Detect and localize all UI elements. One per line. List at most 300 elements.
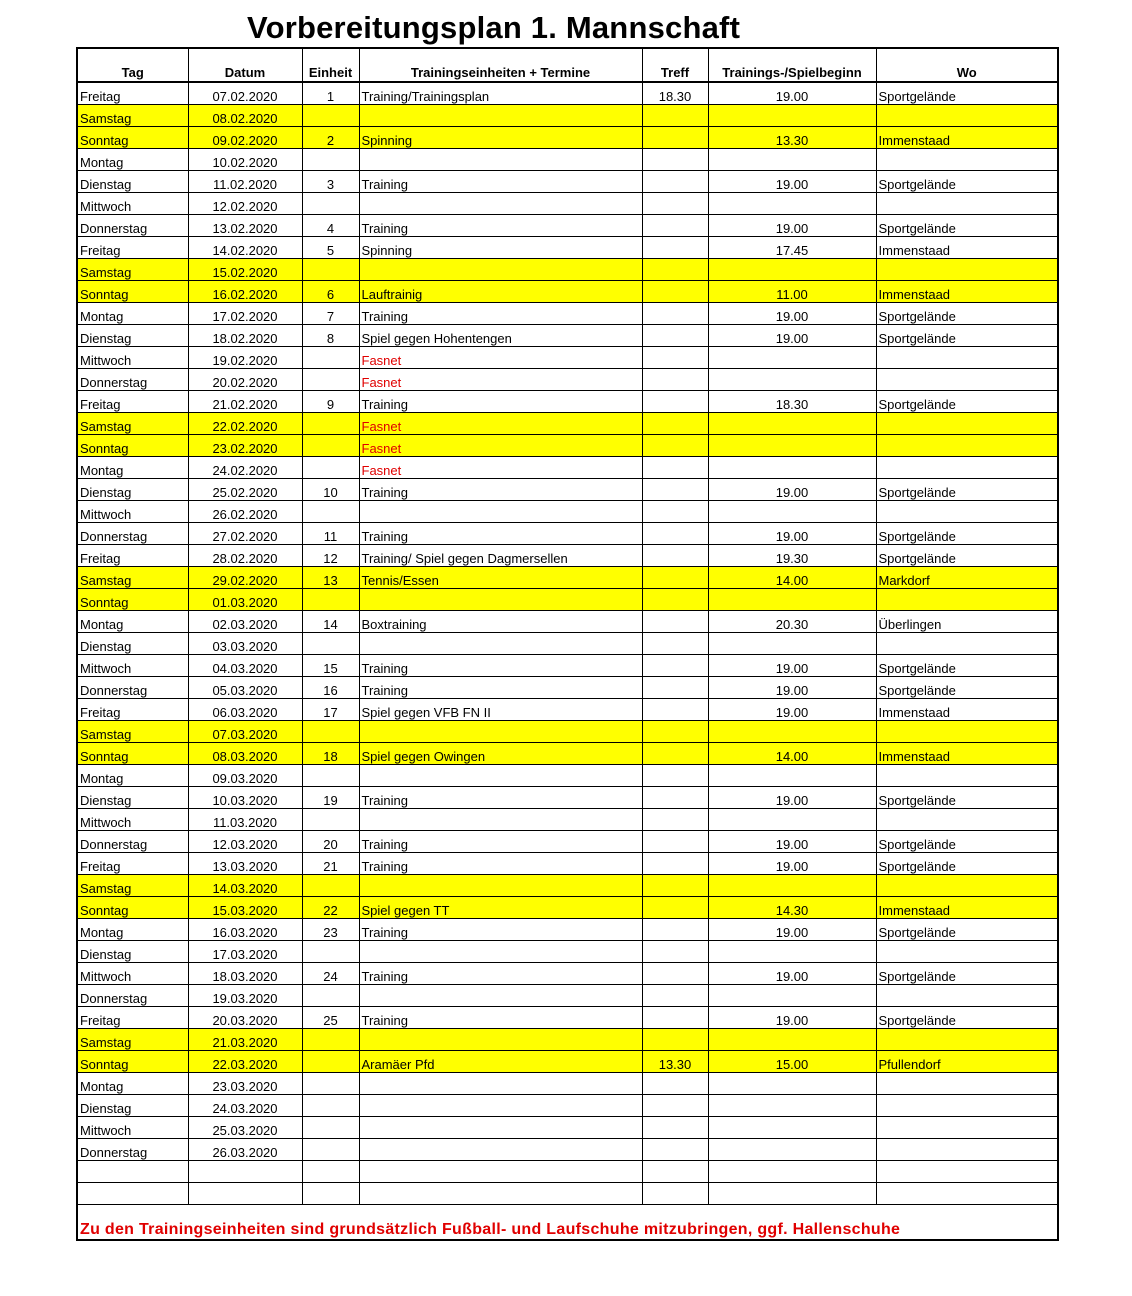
cell-treff: [642, 501, 708, 523]
cell-beginn: [708, 149, 876, 171]
cell-termin: Training: [359, 919, 642, 941]
cell-beginn: [708, 809, 876, 831]
cell-beginn: [708, 1117, 876, 1139]
blank-cell: [77, 1183, 188, 1205]
cell-termin: Spinning: [359, 237, 642, 259]
cell-tag: Montag: [77, 919, 188, 941]
cell-termin: [359, 259, 642, 281]
cell-tag: Donnerstag: [77, 985, 188, 1007]
cell-wo: Sportgelände: [876, 325, 1058, 347]
table-row: [77, 655, 1058, 677]
cell-datum: 09.02.2020: [188, 127, 302, 149]
cell-einheit: [302, 941, 359, 963]
cell-wo: Sportgelände: [876, 677, 1058, 699]
cell-beginn: 19.00: [708, 171, 876, 193]
cell-beginn: 19.00: [708, 677, 876, 699]
cell-wo: [876, 765, 1058, 787]
cell-tag: Samstag: [77, 259, 188, 281]
cell-einheit: [302, 413, 359, 435]
cell-wo: Sportgelände: [876, 919, 1058, 941]
cell-tag: Mittwoch: [77, 1117, 188, 1139]
table-row: [77, 831, 1058, 853]
cell-wo: Immenstaad: [876, 897, 1058, 919]
cell-datum: 08.03.2020: [188, 743, 302, 765]
cell-termin: Spinning: [359, 127, 642, 149]
cell-wo: [876, 1117, 1058, 1139]
cell-beginn: 14.00: [708, 567, 876, 589]
cell-einheit: 13: [302, 567, 359, 589]
cell-wo: [876, 633, 1058, 655]
column-header-beginn: Trainings-/Spielbeginn: [708, 48, 876, 82]
cell-beginn: [708, 1029, 876, 1051]
cell-datum: 15.02.2020: [188, 259, 302, 281]
cell-treff: [642, 787, 708, 809]
table-row: [77, 105, 1058, 127]
cell-wo: Sportgelände: [876, 787, 1058, 809]
table-row: [77, 809, 1058, 831]
cell-treff: [642, 985, 708, 1007]
cell-treff: [642, 1029, 708, 1051]
cell-wo: [876, 1095, 1058, 1117]
cell-treff: [642, 303, 708, 325]
cell-beginn: 19.00: [708, 325, 876, 347]
cell-wo: Sportgelände: [876, 853, 1058, 875]
column-header-datum: Datum: [188, 48, 302, 82]
cell-tag: Freitag: [77, 699, 188, 721]
cell-treff: [642, 677, 708, 699]
cell-einheit: 17: [302, 699, 359, 721]
table-row: [77, 1117, 1058, 1139]
cell-tag: Dienstag: [77, 787, 188, 809]
cell-einheit: [302, 501, 359, 523]
cell-datum: 06.03.2020: [188, 699, 302, 721]
cell-tag: Montag: [77, 457, 188, 479]
schedule-table: [76, 47, 1059, 1241]
cell-wo: Immenstaad: [876, 127, 1058, 149]
cell-termin: [359, 1095, 642, 1117]
cell-treff: [642, 721, 708, 743]
cell-termin: [359, 941, 642, 963]
cell-einheit: [302, 105, 359, 127]
cell-wo: Sportgelände: [876, 545, 1058, 567]
table-row: [77, 919, 1058, 941]
cell-tag: Freitag: [77, 853, 188, 875]
cell-treff: [642, 655, 708, 677]
table-row: [77, 853, 1058, 875]
cell-datum: 14.03.2020: [188, 875, 302, 897]
cell-beginn: [708, 369, 876, 391]
cell-datum: 14.02.2020: [188, 237, 302, 259]
cell-einheit: [302, 875, 359, 897]
cell-einheit: 1: [302, 82, 359, 105]
cell-datum: 18.03.2020: [188, 963, 302, 985]
cell-datum: 21.02.2020: [188, 391, 302, 413]
cell-tag: Mittwoch: [77, 809, 188, 831]
cell-treff: [642, 941, 708, 963]
cell-wo: Sportgelände: [876, 655, 1058, 677]
cell-treff: [642, 963, 708, 985]
table-row: [77, 545, 1058, 567]
table-row: [77, 127, 1058, 149]
cell-datum: 24.02.2020: [188, 457, 302, 479]
table-row: [77, 611, 1058, 633]
cell-einheit: 18: [302, 743, 359, 765]
cell-einheit: 2: [302, 127, 359, 149]
cell-wo: Sportgelände: [876, 1007, 1058, 1029]
cell-datum: 02.03.2020: [188, 611, 302, 633]
cell-einheit: [302, 457, 359, 479]
cell-termin: Spiel gegen Owingen: [359, 743, 642, 765]
cell-treff: [642, 105, 708, 127]
cell-einheit: [302, 435, 359, 457]
cell-treff: [642, 545, 708, 567]
cell-termin: Training: [359, 853, 642, 875]
cell-einheit: 3: [302, 171, 359, 193]
cell-beginn: [708, 259, 876, 281]
cell-beginn: [708, 1095, 876, 1117]
column-header-termine: Trainingseinheiten + Termine: [359, 48, 642, 82]
cell-wo: Überlingen: [876, 611, 1058, 633]
table-row: [77, 875, 1058, 897]
cell-beginn: 19.00: [708, 699, 876, 721]
cell-einheit: 22: [302, 897, 359, 919]
cell-beginn: 19.00: [708, 215, 876, 237]
cell-treff: [642, 765, 708, 787]
cell-wo: [876, 875, 1058, 897]
cell-tag: Montag: [77, 149, 188, 171]
cell-datum: 26.02.2020: [188, 501, 302, 523]
cell-datum: 18.02.2020: [188, 325, 302, 347]
table-row: [77, 1007, 1058, 1029]
cell-tag: Montag: [77, 611, 188, 633]
cell-termin: [359, 1073, 642, 1095]
cell-termin: Training: [359, 523, 642, 545]
table-row: [77, 1029, 1058, 1051]
cell-beginn: [708, 457, 876, 479]
cell-termin: Training: [359, 171, 642, 193]
cell-tag: Samstag: [77, 875, 188, 897]
cell-beginn: [708, 501, 876, 523]
table-row: [77, 523, 1058, 545]
cell-beginn: [708, 721, 876, 743]
table-row: [77, 765, 1058, 787]
cell-wo: [876, 413, 1058, 435]
cell-datum: 23.03.2020: [188, 1073, 302, 1095]
cell-einheit: 15: [302, 655, 359, 677]
cell-datum: 08.02.2020: [188, 105, 302, 127]
blank-row: [77, 1183, 1058, 1205]
cell-treff: [642, 193, 708, 215]
cell-beginn: [708, 1139, 876, 1161]
cell-beginn: [708, 435, 876, 457]
cell-einheit: 9: [302, 391, 359, 413]
cell-datum: 27.02.2020: [188, 523, 302, 545]
table-row: [77, 215, 1058, 237]
cell-wo: [876, 809, 1058, 831]
cell-termin: Training: [359, 787, 642, 809]
cell-wo: [876, 721, 1058, 743]
cell-datum: 21.03.2020: [188, 1029, 302, 1051]
cell-wo: Sportgelände: [876, 215, 1058, 237]
cell-datum: 29.02.2020: [188, 567, 302, 589]
cell-datum: 20.03.2020: [188, 1007, 302, 1029]
cell-treff: [642, 325, 708, 347]
cell-einheit: [302, 1117, 359, 1139]
cell-treff: [642, 369, 708, 391]
cell-datum: 05.03.2020: [188, 677, 302, 699]
cell-beginn: 19.00: [708, 479, 876, 501]
cell-tag: Sonntag: [77, 435, 188, 457]
cell-beginn: [708, 193, 876, 215]
cell-datum: 25.02.2020: [188, 479, 302, 501]
cell-beginn: [708, 875, 876, 897]
cell-treff: [642, 875, 708, 897]
cell-wo: [876, 941, 1058, 963]
cell-treff: [642, 259, 708, 281]
cell-termin: Training: [359, 677, 642, 699]
cell-wo: Sportgelände: [876, 963, 1058, 985]
cell-wo: [876, 105, 1058, 127]
cell-einheit: [302, 1139, 359, 1161]
cell-wo: [876, 369, 1058, 391]
cell-datum: 28.02.2020: [188, 545, 302, 567]
cell-termin: [359, 721, 642, 743]
table-row: [77, 699, 1058, 721]
cell-treff: [642, 391, 708, 413]
cell-datum: 22.02.2020: [188, 413, 302, 435]
cell-termin: [359, 809, 642, 831]
cell-beginn: [708, 941, 876, 963]
blank-cell: [77, 1161, 188, 1183]
cell-termin: Aramäer Pfd: [359, 1051, 642, 1073]
cell-wo: [876, 1139, 1058, 1161]
cell-einheit: 24: [302, 963, 359, 985]
blank-cell: [708, 1183, 876, 1205]
cell-einheit: 12: [302, 545, 359, 567]
cell-wo: [876, 589, 1058, 611]
cell-wo: [876, 149, 1058, 171]
cell-termin: Training/ Spiel gegen Dagmersellen: [359, 545, 642, 567]
cell-beginn: 11.00: [708, 281, 876, 303]
cell-treff: [642, 413, 708, 435]
cell-treff: [642, 743, 708, 765]
cell-datum: 16.02.2020: [188, 281, 302, 303]
cell-beginn: [708, 1073, 876, 1095]
cell-datum: 15.03.2020: [188, 897, 302, 919]
cell-termin: Fasnet: [359, 435, 642, 457]
blank-cell: [359, 1183, 642, 1205]
cell-beginn: 19.00: [708, 963, 876, 985]
cell-treff: [642, 237, 708, 259]
table-row: [77, 1051, 1058, 1073]
cell-termin: Tennis/Essen: [359, 567, 642, 589]
cell-tag: Freitag: [77, 391, 188, 413]
cell-beginn: 19.00: [708, 303, 876, 325]
cell-tag: Donnerstag: [77, 831, 188, 853]
cell-wo: Immenstaad: [876, 743, 1058, 765]
cell-tag: Sonntag: [77, 897, 188, 919]
cell-tag: Freitag: [77, 82, 188, 105]
blank-cell: [642, 1183, 708, 1205]
cell-einheit: 21: [302, 853, 359, 875]
cell-tag: Dienstag: [77, 171, 188, 193]
cell-termin: Training: [359, 479, 642, 501]
cell-beginn: 19.00: [708, 655, 876, 677]
cell-treff: [642, 479, 708, 501]
cell-termin: [359, 1139, 642, 1161]
cell-einheit: [302, 369, 359, 391]
cell-datum: 17.02.2020: [188, 303, 302, 325]
cell-datum: 10.03.2020: [188, 787, 302, 809]
cell-datum: 13.02.2020: [188, 215, 302, 237]
cell-einheit: [302, 1051, 359, 1073]
table-row: [77, 82, 1058, 105]
cell-datum: 13.03.2020: [188, 853, 302, 875]
cell-einheit: 16: [302, 677, 359, 699]
cell-einheit: 20: [302, 831, 359, 853]
cell-wo: Sportgelände: [876, 391, 1058, 413]
table-row: [77, 303, 1058, 325]
cell-tag: Dienstag: [77, 633, 188, 655]
cell-beginn: [708, 105, 876, 127]
cell-termin: Fasnet: [359, 369, 642, 391]
cell-tag: Freitag: [77, 545, 188, 567]
cell-treff: [642, 831, 708, 853]
cell-beginn: 18.30: [708, 391, 876, 413]
cell-termin: Lauftrainig: [359, 281, 642, 303]
cell-tag: Mittwoch: [77, 347, 188, 369]
cell-datum: 26.03.2020: [188, 1139, 302, 1161]
table-row: [77, 259, 1058, 281]
cell-tag: Montag: [77, 1073, 188, 1095]
cell-termin: [359, 985, 642, 1007]
cell-beginn: 13.30: [708, 127, 876, 149]
cell-datum: 22.03.2020: [188, 1051, 302, 1073]
table-row: [77, 1073, 1058, 1095]
table-row: [77, 787, 1058, 809]
cell-wo: Markdorf: [876, 567, 1058, 589]
cell-tag: Sonntag: [77, 743, 188, 765]
blank-cell: [302, 1161, 359, 1183]
cell-wo: [876, 1073, 1058, 1095]
cell-datum: 11.03.2020: [188, 809, 302, 831]
table-row: [77, 743, 1058, 765]
table-row: [77, 413, 1058, 435]
cell-termin: [359, 193, 642, 215]
cell-treff: [642, 1117, 708, 1139]
cell-datum: 19.02.2020: [188, 347, 302, 369]
cell-treff: [642, 897, 708, 919]
cell-einheit: 23: [302, 919, 359, 941]
cell-tag: Dienstag: [77, 325, 188, 347]
cell-termin: Training: [359, 303, 642, 325]
cell-datum: 01.03.2020: [188, 589, 302, 611]
cell-tag: Sonntag: [77, 281, 188, 303]
cell-tag: Donnerstag: [77, 215, 188, 237]
cell-datum: 11.02.2020: [188, 171, 302, 193]
table-row: [77, 1139, 1058, 1161]
cell-wo: Sportgelände: [876, 82, 1058, 105]
blank-cell: [188, 1161, 302, 1183]
table-row: [77, 479, 1058, 501]
cell-einheit: 11: [302, 523, 359, 545]
blank-cell: [876, 1161, 1058, 1183]
cell-beginn: [708, 985, 876, 1007]
cell-termin: Boxtraining: [359, 611, 642, 633]
cell-datum: 24.03.2020: [188, 1095, 302, 1117]
cell-wo: Sportgelände: [876, 523, 1058, 545]
cell-termin: Training: [359, 963, 642, 985]
column-header-treff: Treff: [642, 48, 708, 82]
cell-datum: 04.03.2020: [188, 655, 302, 677]
cell-termin: [359, 105, 642, 127]
cell-beginn: 19.00: [708, 1007, 876, 1029]
column-header-einheit: Einheit: [302, 48, 359, 82]
cell-datum: 16.03.2020: [188, 919, 302, 941]
table-row: [77, 171, 1058, 193]
cell-treff: [642, 281, 708, 303]
cell-treff: [642, 523, 708, 545]
cell-tag: Samstag: [77, 567, 188, 589]
cell-datum: 09.03.2020: [188, 765, 302, 787]
table-row: [77, 897, 1058, 919]
cell-datum: 23.02.2020: [188, 435, 302, 457]
cell-treff: [642, 1073, 708, 1095]
cell-beginn: 14.00: [708, 743, 876, 765]
cell-termin: Fasnet: [359, 413, 642, 435]
cell-wo: Immenstaad: [876, 699, 1058, 721]
cell-beginn: [708, 633, 876, 655]
blank-cell: [359, 1161, 642, 1183]
cell-beginn: 17.45: [708, 237, 876, 259]
page-title: Vorbereitungsplan 1. Mannschaft: [247, 10, 741, 45]
cell-einheit: [302, 809, 359, 831]
cell-treff: [642, 567, 708, 589]
cell-termin: [359, 501, 642, 523]
cell-tag: Dienstag: [77, 479, 188, 501]
cell-datum: 25.03.2020: [188, 1117, 302, 1139]
cell-beginn: 19.00: [708, 853, 876, 875]
cell-treff: [642, 809, 708, 831]
cell-beginn: [708, 765, 876, 787]
cell-datum: 07.02.2020: [188, 82, 302, 105]
table-row: [77, 501, 1058, 523]
cell-treff: [642, 1095, 708, 1117]
cell-tag: Sonntag: [77, 127, 188, 149]
table-row: [77, 193, 1058, 215]
cell-termin: [359, 1117, 642, 1139]
cell-beginn: 20.30: [708, 611, 876, 633]
cell-einheit: [302, 985, 359, 1007]
cell-wo: [876, 259, 1058, 281]
table-row: [77, 435, 1058, 457]
cell-datum: 03.03.2020: [188, 633, 302, 655]
cell-einheit: [302, 149, 359, 171]
cell-treff: [642, 435, 708, 457]
cell-einheit: [302, 633, 359, 655]
cell-treff: [642, 347, 708, 369]
cell-einheit: 14: [302, 611, 359, 633]
table-row: [77, 633, 1058, 655]
cell-termin: [359, 589, 642, 611]
table-row: [77, 677, 1058, 699]
cell-termin: Training: [359, 215, 642, 237]
cell-einheit: 19: [302, 787, 359, 809]
cell-einheit: [302, 1029, 359, 1051]
cell-tag: Montag: [77, 303, 188, 325]
cell-einheit: 25: [302, 1007, 359, 1029]
table-row: [77, 985, 1058, 1007]
